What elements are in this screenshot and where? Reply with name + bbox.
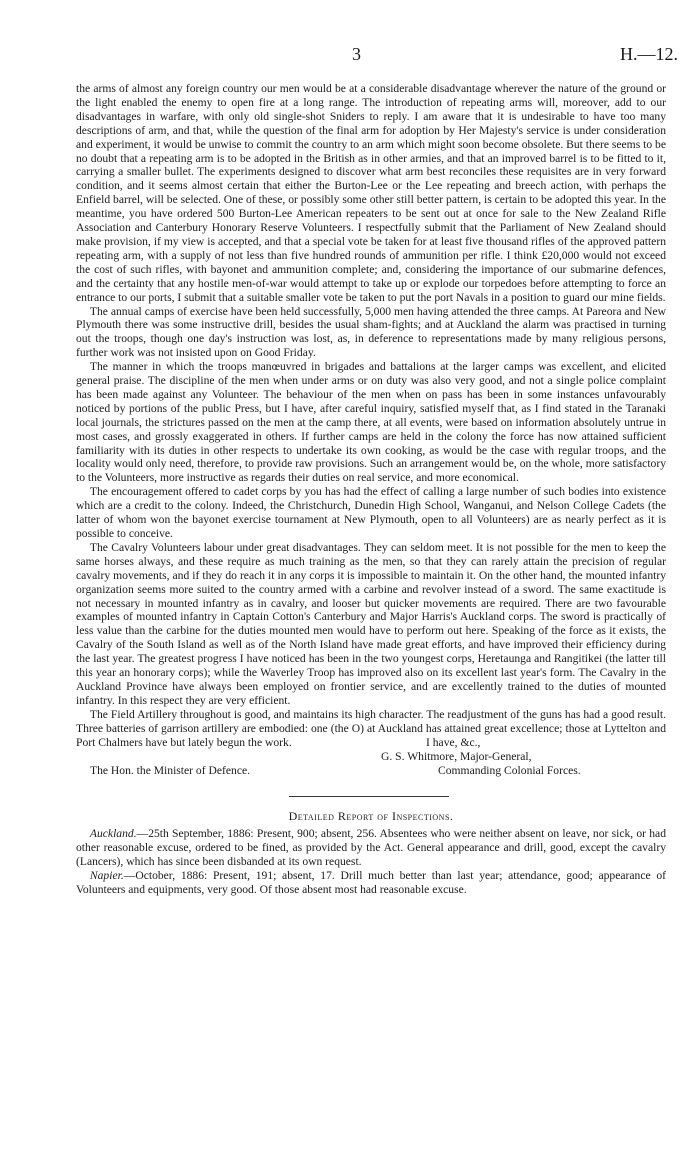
report-item-napier [76, 869, 666, 897]
report-text: —25th September, 1886: Present, 900; absent, 256. Absentees who were neither absent on leave, nor sick, or had other reasonable excuse, ordered to be fined, as provided by the Act. General appearance and drill, good, except the cavalry (Lancers), which has since been disbanded at its own request. [76, 827, 666, 869]
letter-signoff [76, 735, 666, 790]
report-item-auckland [76, 827, 666, 869]
addressee-line: The Hon. the Minister of Defence. [90, 763, 251, 777]
paragraph-field-artillery: The Field Artillery throughout is good, and maintains its high character. The readjustment of the guns has had a good result. Three batteries of garrison artillery are embodied: one (the O) at Auckland has attained great excellence; those at Lyttelton and Port Chalmers have but lately begun the work. [76, 707, 666, 749]
paragraph-rifles: the arms of almost any foreign country our men would be at a considerable disadvantage wherever the nature of the ground or the light enabled the enemy to open fire at a long range. The introduction of repeating arms will, moreover, add to our disadvantages in warfare, with only old single-shot Sniders to reply. I am aware that it is undesirable to have too many descriptions of arm, and that, while the question of the final arm for adoption by Her Majesty's service is under consideration and experiment, it would be unwise to commit the country to an arm which might soon become obsolete. But there seems to be no doubt that a repeating arm is to be adopted in the British as in other armies, and that an improved barrel is to be fitted to it, carrying a smaller bullet. The experiments designed to discover what arm best reconciles these requisites are in very forward condition, and it seems almost certain that either the Burton-Lee or the Lee repeating and breech action, with perhaps the Enfield barrel, will be selected. One of these, or possibly some other still better pattern, is certain to be adopted this year. In the meantime, you have ordered 500 Burton-Lee American repeaters to be sent out at once for sale to the New Zealand Rifle Association and Canterbury Honorary Reserve Volunteers. I respectfully submit that the Parliament of New Zealand should make provision, if my view is accepted, and that a special vote be taken for at least five thousand rifles of the approved pattern repeating arm, with a supply of not less than five hundred rounds of ammunition per rifle. I think £20,000 would not exceed the cost of such rifles, with bayonet and ammunition complete; and, considering the importance of our submarine defences, and the certainty that any hostile men-of-war would attempt to take up or explode our torpedoes before attempting to force an entrance to our ports, I submit that a suitable smaller vote be taken to put the port Navals in a position to guard our mine fields. [76, 82, 666, 304]
document-reference: H.—12. [620, 44, 678, 64]
document-body [76, 82, 666, 897]
report-heading: Detailed Report of Inspections. [288, 808, 454, 823]
paragraph-cavalry: The Cavalry Volunteers labour under great disadvantages. They can seldom meet. It is not possible for the men to keep the same horses always, and these require as much training as the men, so that they can rarely attain the precision of regular cavalry movements, and if they do reach it in any corps it is impossible to maintain it. On the other hand, the mounted infantry organization seems more suited to the country armed with a carbine and revolver instead of a sword. The same exactitude is not necessary in mounted infantry as in cavalry, and looser but quicker movements are required. There are two favourable examples of mounted infantry in Captain Cotton's Canterbury and Major Harris's Auckland corps. The sword is practically of less value than the carbine for the duties mounted men would have to perform out here. Speaking of the force as it exists, the Cavalry of the South Island as well as of the North Island have made great efforts, and have improved their efficiency during the last year. The greatest progress I have noticed has been in the two youngest corps, Heretaunga and Rangitikei (the latter till this year an honorary corps); while the Waverley Troop has improved also on its excellent last year's form. The Cavalry in the Auckland Province have always been employed on frontier service, and are excellently trained to the duties of mounted infantry. In this respect they are very efficient. [76, 540, 666, 707]
horizontal-rule [289, 796, 449, 797]
section-divider [76, 790, 666, 808]
paragraph-annual-camps: The annual camps of exercise have been held successfully, 5,000 men having attended the three camps. At Pareora and New Plymouth there was some instructive drill, besides the usual sham-fights; and at Auckland the alarm was practised in turning out the troops, though one day's instruction was lost, as, in deference to representations made by many religious persons, further work was not insisted upon on Good Friday. [76, 304, 666, 360]
report-place: Auckland. [89, 827, 137, 841]
paragraph-troop-manoeuvres: The manner in which the troops manœuvred in brigades and battalions at the larger camps was excellent, and elicited general praise. The discipline of the men when under arms or on duty was also very good, and not a single police complaint has been made against any Volunteer. The behaviour of the men when on pass has been in some instances unfavourably noticed by portions of the public Press, but I have, after careful inquiry, satisfied myself that, as I find stated in the Taranaki local journals, the strictures passed on the men at the camp there, at all events, were based on information absolutely untrue in most cases, and grossly exaggerated in others. If further camps are held in the colony the force has now attained sufficient familiarity with its duties in other respects to undertake its own cooking, as would be the case with regular troops, and the locality would only need, therefore, to provide raw provisions. Such an arrangement would be, on the whole, more satisfactory to the Volunteers, more instructive as regards their duties on real service, and more economical. [76, 360, 666, 485]
signature-line: G. S. Whitmore, Major-General, [381, 749, 532, 763]
signatory-title: Commanding Colonial Forces. [438, 763, 581, 777]
page-header [0, 44, 700, 68]
closing-line: I have, &c., [426, 735, 481, 749]
page-number: 3 [352, 44, 361, 64]
report-text: —October, 1886: Present, 191; absent, 17. Drill much better than last year; attendance, good; appearance of Volunteers and equipments, very good. Of those absent most had reasonable excuse. [76, 869, 666, 897]
report-place: Napier. [89, 869, 124, 883]
paragraph-cadet-corps: The encouragement offered to cadet corps by you has had the effect of calling a large number of such bodies into existence which are a credit to the colony. Indeed, the Christchurch, Dunedin High School, Wanganui, and Nelson College Cadets (the latter of whom won the bayonet exercise tournament at New Plymouth, open to all Volunteers) are as nearly perfect as it is possible to conceive. [76, 485, 666, 540]
